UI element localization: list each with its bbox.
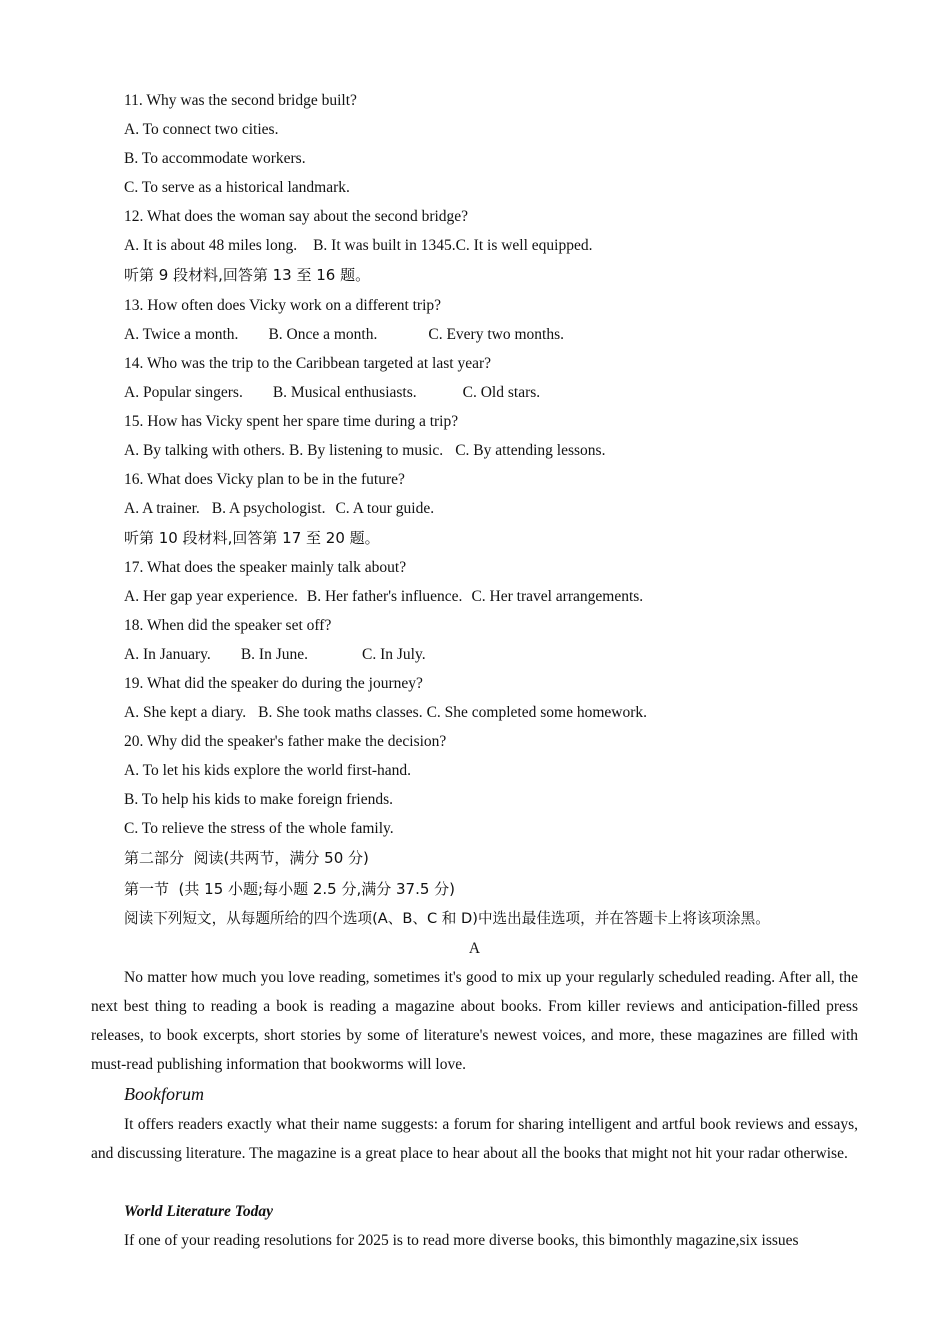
q13-option-b: B. Once a month. — [268, 326, 378, 343]
magazine-title-bookforum: Bookforum — [124, 1084, 204, 1104]
q20-option-c: C. To relieve the stress of the whole family. — [124, 820, 394, 837]
q12-stem: 12. What does the woman say about the second bridge? — [124, 208, 469, 225]
q19-option-c: C. She completed some homework. — [426, 704, 647, 721]
world-literature-today-description: If one of your reading resolutions for 2025 is to read more diverse books, this bimonthly magazine,six issues — [124, 1232, 799, 1249]
q18-stem: 18. When did the speaker set off? — [124, 617, 332, 634]
q17-options — [124, 587, 858, 607]
section-9-heading: 听第 9 段材料,回答第 13 至 16 题。 — [124, 266, 371, 284]
q18-option-c: C. In July. — [361, 646, 426, 663]
q11-option-a: A. To connect two cities. — [124, 121, 279, 138]
bookforum-description: It offers readers exactly what their name suggests: a forum for sharing intelligent and artful book reviews and essays, and discussing literature. The magazine is a great place to hear about all the books that might not hit your radar otherwise. — [91, 1116, 858, 1162]
magazine-title-world-literature-today: World Literature Today — [124, 1203, 273, 1220]
passage-label: A — [468, 940, 481, 957]
q17-option-a: A. Her gap year experience. — [124, 588, 298, 605]
q18-options — [124, 645, 858, 665]
q17-option-b: B. Her father's influence. — [306, 588, 463, 605]
passage-intro: No matter how much you love reading, sometimes it's good to mix up your regularly scheduled reading. After all, the next best thing to reading a book is reading a magazine about books. From killer reviews and anticipation-filled press releases, to book excerpts, short stories by some of literature's newest voices, and more, these magazines are filled with must-read publishing information that bookworms will love. — [91, 969, 858, 1073]
q14-option-b: B. Musical enthusiasts. — [272, 384, 417, 401]
q16-option-a: A. A trainer. — [124, 500, 200, 517]
q16-options — [124, 499, 858, 519]
section-1-heading: 第一节 (共 15 小题;每小题 2.5 分,满分 37.5 分) — [124, 880, 456, 898]
q11-option-c: C. To serve as a historical landmark. — [124, 179, 350, 196]
q15-stem: 15. How has Vicky spent her spare time during a trip? — [124, 413, 459, 430]
q20-option-b: B. To help his kids to make foreign friends. — [124, 791, 393, 808]
reading-instructions: 阅读下列短文，从每题所给的四个选项(A、B、C 和 D)中选出最佳选项，并在答题卡上将该项涂黑。 — [124, 910, 770, 927]
section-10-heading: 听第 10 段材料,回答第 17 至 20 题。 — [124, 529, 380, 547]
q19-option-a: A. She kept a diary. — [124, 704, 247, 721]
q20-stem: 20. Why did the speaker's father make the decision? — [124, 733, 447, 750]
q13-options — [124, 325, 858, 345]
q19-options — [124, 703, 858, 723]
q12-option-b: B. It was built in 1345. — [313, 237, 456, 254]
q16-option-b: B. A psychologist. — [211, 500, 326, 517]
q13-option-c: C. Every two months. — [428, 326, 564, 343]
q12-option-a: A. It is about 48 miles long. — [124, 237, 298, 254]
q15-options — [124, 441, 858, 461]
q12-option-c: C. It is well equipped. — [455, 237, 593, 254]
q12-options — [124, 236, 858, 256]
q11-option-b: B. To accommodate workers. — [124, 150, 306, 167]
q14-stem: 14. Who was the trip to the Caribbean targeted at last year? — [124, 355, 491, 372]
q18-option-a: A. In January. — [124, 646, 211, 663]
q20-option-a: A. To let his kids explore the world first-hand. — [124, 762, 412, 779]
q15-option-b: B. By listening to music. — [289, 442, 444, 459]
q13-option-a: A. Twice a month. — [124, 326, 239, 343]
q15-option-a: A. By talking with others. — [124, 442, 286, 459]
q16-option-c: C. A tour guide. — [335, 500, 435, 517]
q17-option-c: C. Her travel arrangements. — [471, 588, 644, 605]
q11-stem: 11. Why was the second bridge built? — [124, 92, 357, 109]
q19-option-b: B. She took maths classes. — [258, 704, 423, 721]
q18-option-b: B. In June. — [240, 646, 308, 663]
q16-stem: 16. What does Vicky plan to be in the future? — [124, 471, 405, 488]
q15-option-c: C. By attending lessons. — [455, 442, 606, 459]
q13-stem: 13. How often does Vicky work on a different trip? — [124, 297, 442, 314]
q14-options — [124, 383, 858, 403]
q17-stem: 17. What does the speaker mainly talk about? — [124, 559, 407, 576]
q19-stem: 19. What did the speaker do during the journey? — [124, 675, 423, 692]
q14-option-a: A. Popular singers. — [124, 384, 243, 401]
part-2-heading: 第二部分 阅读(共两节，满分 50 分) — [124, 849, 369, 867]
q14-option-c: C. Old stars. — [462, 384, 541, 401]
